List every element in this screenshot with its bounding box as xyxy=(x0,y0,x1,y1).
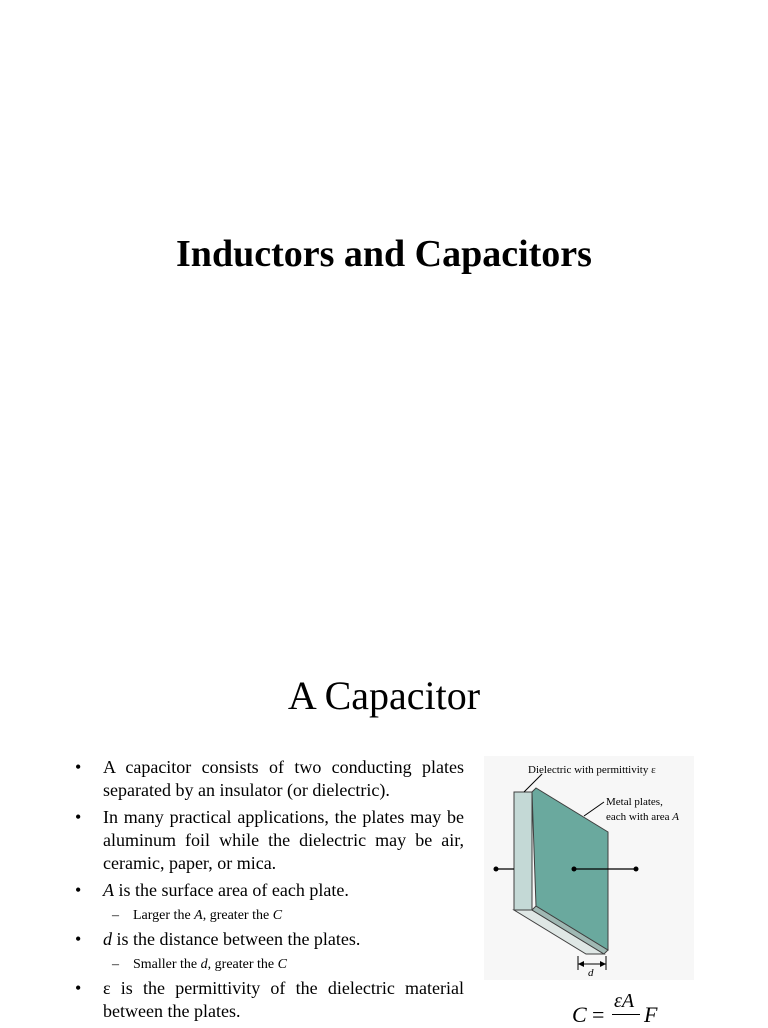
formula-lhs: C xyxy=(572,1002,587,1027)
formula-equals: = xyxy=(592,1002,605,1027)
area-variable: A xyxy=(103,880,114,900)
dielectric-layer xyxy=(514,792,532,910)
metal-plates-label-line2 xyxy=(606,810,679,824)
formula-fraction-bar xyxy=(612,1014,640,1015)
sub-bullet-distance xyxy=(72,955,464,975)
metal-plates-area-var: A xyxy=(672,811,679,823)
sub-bullet-area-var: A xyxy=(194,908,203,923)
formula-unit: F xyxy=(644,1002,658,1027)
left-terminal xyxy=(494,867,499,872)
sub-bullet-distance-c: C xyxy=(277,957,287,972)
dielectric-label: Dielectric with permittivity ε xyxy=(528,764,656,776)
bullet-practical-applications: • In many practical applications, the plates may be aluminum foil while the dielectric may be air, ceramic, paper, or mica. xyxy=(72,806,464,875)
slide-title-inductors-capacitors: Inductors and Capacitors xyxy=(176,233,592,275)
sub-bullet-distance-var: d xyxy=(200,957,208,972)
sub-bullet-area-mid: , greater the xyxy=(202,908,273,923)
right-terminal xyxy=(634,867,639,872)
plate-contact-dot xyxy=(572,867,577,872)
metal-plates-label-line1: Metal plates, xyxy=(606,796,663,808)
sub-bullet-area xyxy=(72,906,464,926)
bullet-capacitor-definition: • A capacitor consists of two conducting plates separated by an insulator (or dielectric). xyxy=(72,756,464,802)
capacitance-formula xyxy=(572,990,682,1027)
bullet-permittivity: • ε is the permittivity of the dielectric material between the plates. xyxy=(72,977,464,1023)
capacitor-diagram xyxy=(484,756,694,980)
bullet-list xyxy=(72,756,464,1027)
d-label: d xyxy=(588,967,594,979)
slide-title-a-capacitor: A Capacitor xyxy=(287,673,481,718)
area-description: is the surface area of each plate. xyxy=(114,880,349,900)
bullet-distance xyxy=(72,928,464,951)
formula-numerator: εA xyxy=(614,990,635,1012)
sub-bullet-area-prefix: Larger the xyxy=(133,908,195,923)
distance-description: is the distance between the plates. xyxy=(112,929,361,949)
capacitor-figure xyxy=(484,756,694,980)
metal-plates-label-prefix: each with area xyxy=(606,811,673,823)
sub-bullet-distance-mid: , greater the xyxy=(207,957,278,972)
sub-bullet-area-c: C xyxy=(272,908,283,923)
sub-bullet-distance-prefix: Smaller the xyxy=(133,957,201,972)
bullet-area xyxy=(72,879,464,902)
distance-variable: d xyxy=(103,929,112,949)
